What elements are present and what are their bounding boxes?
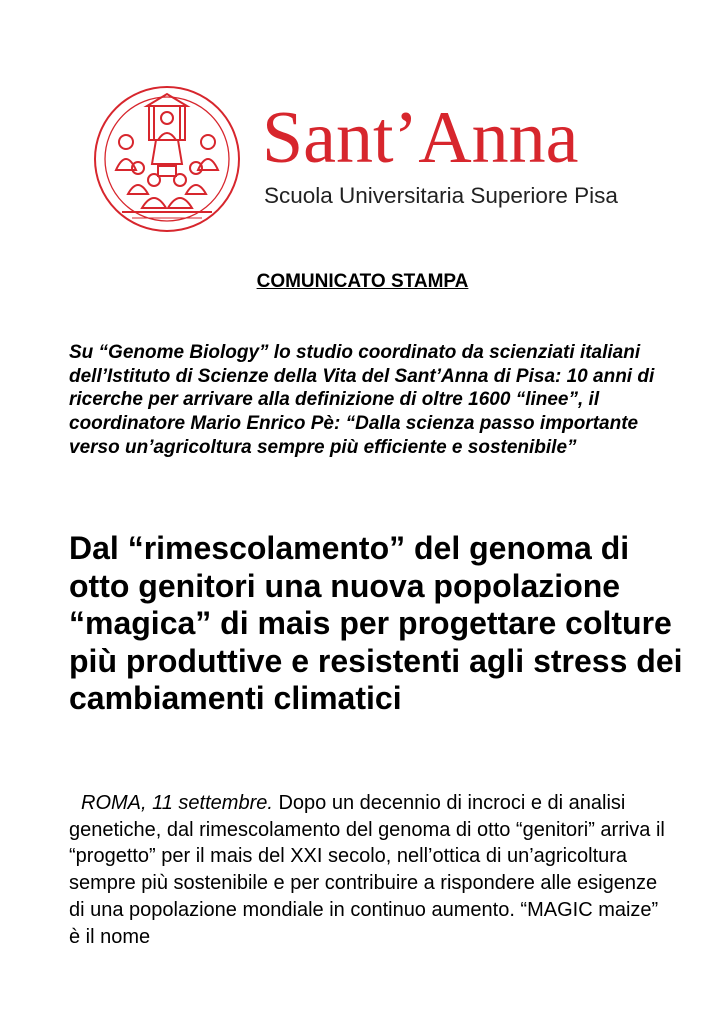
press-release-label: COMUNICATO STAMPA [256,271,469,292]
body-text: Dopo un decennio di incroci e di analisi genetiche, dal rimescolamento del genoma di otto “genitori” arriva il “progetto” per il mais del XXI secolo, nell’ottica di un’agricoltura sempre più sostenibile e per contribuire a rispondere alle esigenze di una popolazione mondiale in continuo aumento. “MAGIC maize” è il nome [69,792,665,948]
subheading: Su “Genome Biology” lo studio coordinato da scienziati italiani dell’Istituto di Scienze della Vita del Sant’Anna di Pisa: 10 anni di ricerche per arrivare alla definizione di oltre 1600 “linee”, il coordinatore Mario Enrico Pè: “Dalla scienza passo importante verso un’agricoltura sempre più efficiente e sostenibile” [69,342,655,458]
dateline: ROMA, 11 settembre. [81,792,273,814]
logo-wordmark: Sant’Anna [262,97,579,179]
logo-subtitle: Scuola Universitaria Superiore Pisa [264,183,618,208]
logo-header [92,84,652,234]
university-seal-icon [92,84,242,234]
headline: Dal “rimescolamento” del genoma di otto genitori una nuova popolazione “magica” di mais per progettare colture più produttive e resistenti agli stress dei cambiamenti climatici [69,530,683,716]
body-paragraph [69,790,669,950]
